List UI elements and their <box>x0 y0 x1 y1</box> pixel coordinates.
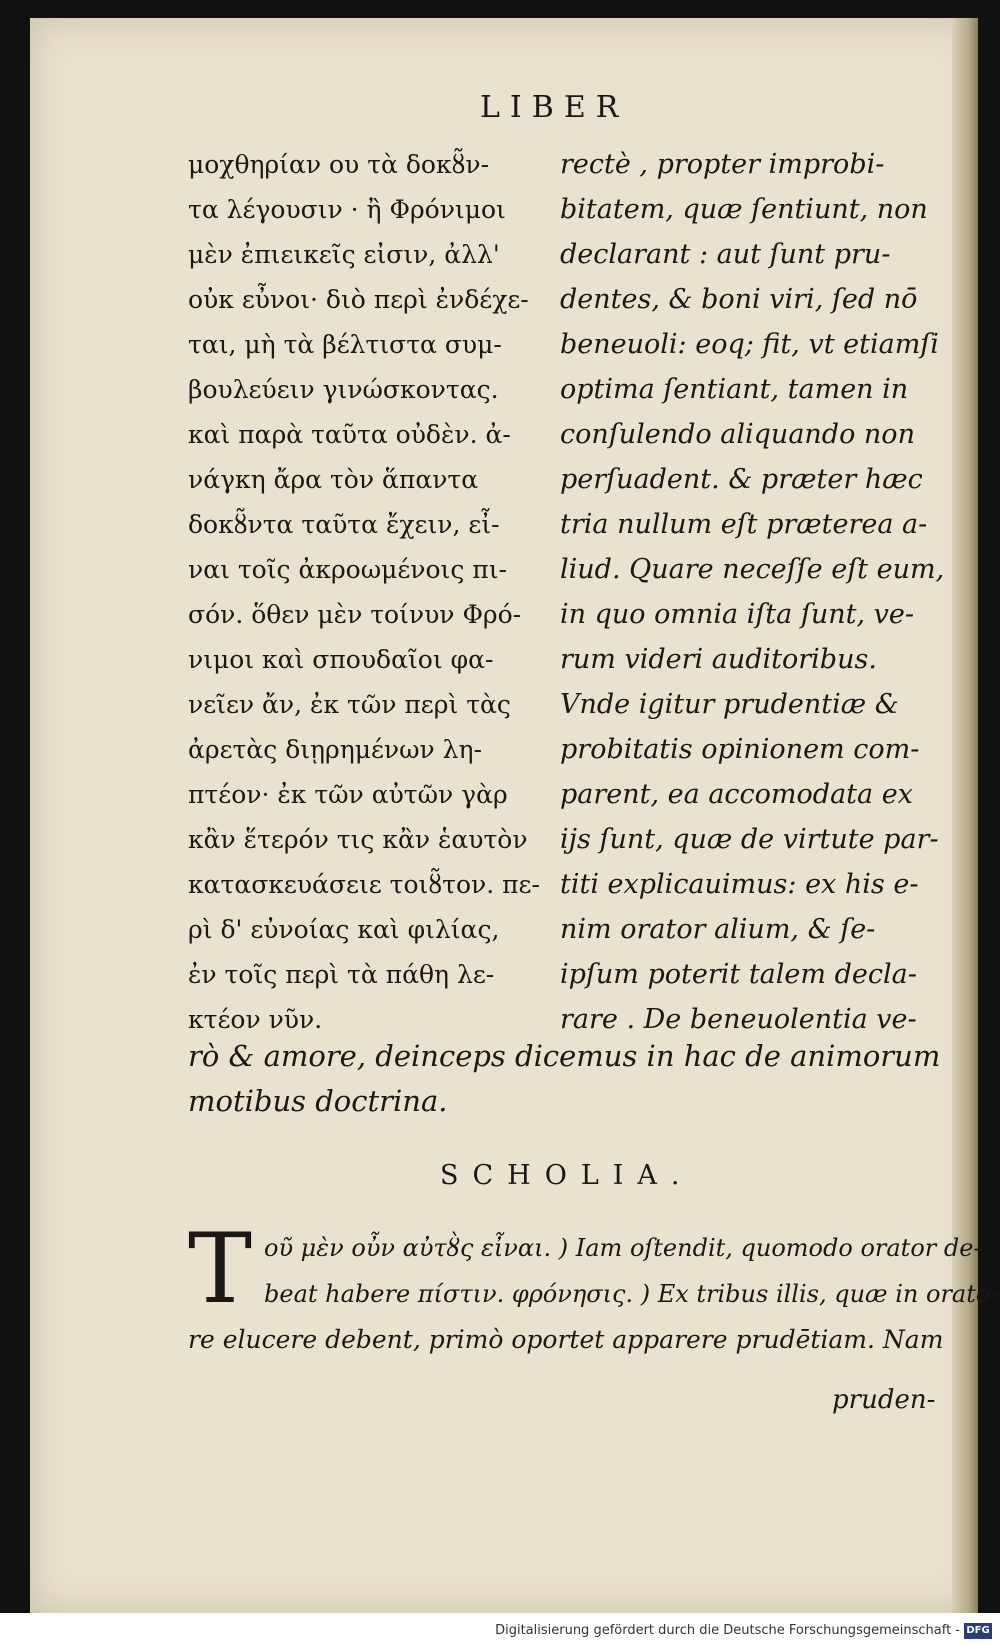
text-line: ἐν τοῖς περὶ τὰ πάθη λε- <box>188 960 495 989</box>
text-line: liud. Quare neceſſe eſt eum, <box>560 554 945 585</box>
text-line: titi explicauimus: ex his e- <box>560 869 919 900</box>
text-line: rectè , propter improbi- <box>560 149 885 180</box>
text-line: σόν. ὅθεν μὲν τοίνυν Φρό- <box>188 600 522 629</box>
text-line: ipſum poterit talem decla- <box>560 959 917 990</box>
text-line: nim orator alium, & ſe- <box>560 914 876 945</box>
text-line: ται, μὴ τὰ βέλτιστα συμ- <box>188 330 502 359</box>
text-line: πτέον· ἐκ τῶν αὐτῶν γὰρ <box>188 780 508 809</box>
drop-cap-initial: T <box>188 1213 253 1325</box>
text-line: Vnde igitur prudentiæ & <box>560 689 899 720</box>
text-line: βουλεύειν γινώσκοντας. <box>188 375 499 404</box>
text-line: κτέον νῦν. <box>188 1005 323 1034</box>
scholia-line: beat habere πίστιν. φρόνησις. ) Ex tribus illis, quæ in orato- <box>264 1280 999 1308</box>
scholia-line: re elucere debent, primò oportet apparere prudētiam. Nam <box>188 1325 944 1354</box>
text-line: rò & amore, deinceps dicemus in hac de animorum <box>188 1039 941 1073</box>
text-line: tria nullum eſt præterea a- <box>560 509 928 540</box>
text-line: motibus doctrina. <box>188 1084 448 1118</box>
text-line: parent, ea accomodata ex <box>560 779 913 810</box>
text-line: conſulendo aliquando non <box>560 419 915 450</box>
text-line: dentes, & boni viri, ſed nō <box>560 284 918 315</box>
text-line: beneuoli: eoq; fit, vt etiamſi <box>560 329 939 360</box>
footer-bar <box>0 1613 1000 1645</box>
text-line: κἂν ἕτερόν τις κἂν ἑαυτὸν <box>188 825 528 854</box>
running-head: LIBER <box>480 90 629 125</box>
text-line: νιμοι καὶ σπουδαῖοι φα- <box>188 645 494 674</box>
text-line: optima ſentiant, tamen in <box>560 374 909 405</box>
full-width-lines <box>188 1033 940 1123</box>
text-line: ijs ſunt, quæ de virtute par- <box>560 824 939 855</box>
scholia-line: οῦ μὲν οὖν αὐτȣ̀ς εἶναι. ) Iam oſtendit, quomodo orator de- <box>264 1234 982 1262</box>
scholia-text-first-lines <box>264 1225 998 1317</box>
text-line: in quo omnia iſta ſunt, ve- <box>560 599 914 630</box>
text-line: νάγκη ἄρα τὸν ἅπαντα <box>188 465 479 494</box>
text-line: μοχθηρίαν ου τὰ δοκȣ̃ν- <box>188 150 490 179</box>
text-line: ἀρετὰς διῃρημένων λη- <box>188 735 482 764</box>
text-line: ναι τοῖς ἀκροωμένοις πι- <box>188 555 507 584</box>
funding-credit: Digitalisierung gefördert durch die Deutsche Forschungsgemeinschaft - <box>495 1623 960 1638</box>
text-line: μὲν ἐπιεικεῖς εἰσιν, ἀλλ' <box>188 240 500 269</box>
text-line: ρὶ δ' εὐνοίας καὶ φιλίας, <box>188 915 500 944</box>
catchword: pruden- <box>832 1385 936 1415</box>
text-line: bitatem, quæ ſentiunt, non <box>560 194 928 225</box>
text-line: τα λέγουσιν · ἢ Φρόνιμοι <box>188 195 506 224</box>
text-line: δοκȣ̃ντα ταῦτα ἔχειν, εἶ- <box>188 510 500 539</box>
text-line: νεῖεν ἄν, ἐκ τῶν περὶ τὰς <box>188 690 511 719</box>
text-line: perſuadent. & præter hæc <box>560 464 923 495</box>
text-line: rum videri auditoribus. <box>560 644 877 675</box>
text-line: rare . De beneuolentia ve- <box>560 1004 917 1035</box>
text-line: probitatis opinionem com- <box>560 734 920 765</box>
text-line: κατασκευάσειε τοιȣ̃τον. πε- <box>188 870 540 899</box>
text-line: καὶ παρὰ ταῦτα οὐδὲν. ἀ- <box>188 420 511 449</box>
text-line: οὐκ εὖνοι· διὸ περὶ ἐνδέχε- <box>188 285 529 314</box>
scholia-heading: SCHOLIA. <box>440 1160 694 1191</box>
text-line: declarant : aut ſunt pru- <box>560 239 891 270</box>
dfg-logo: DFG <box>964 1623 992 1639</box>
greek-text-column <box>188 142 548 1042</box>
latin-text-column <box>560 142 970 1042</box>
scholia-text-rest <box>188 1317 943 1363</box>
